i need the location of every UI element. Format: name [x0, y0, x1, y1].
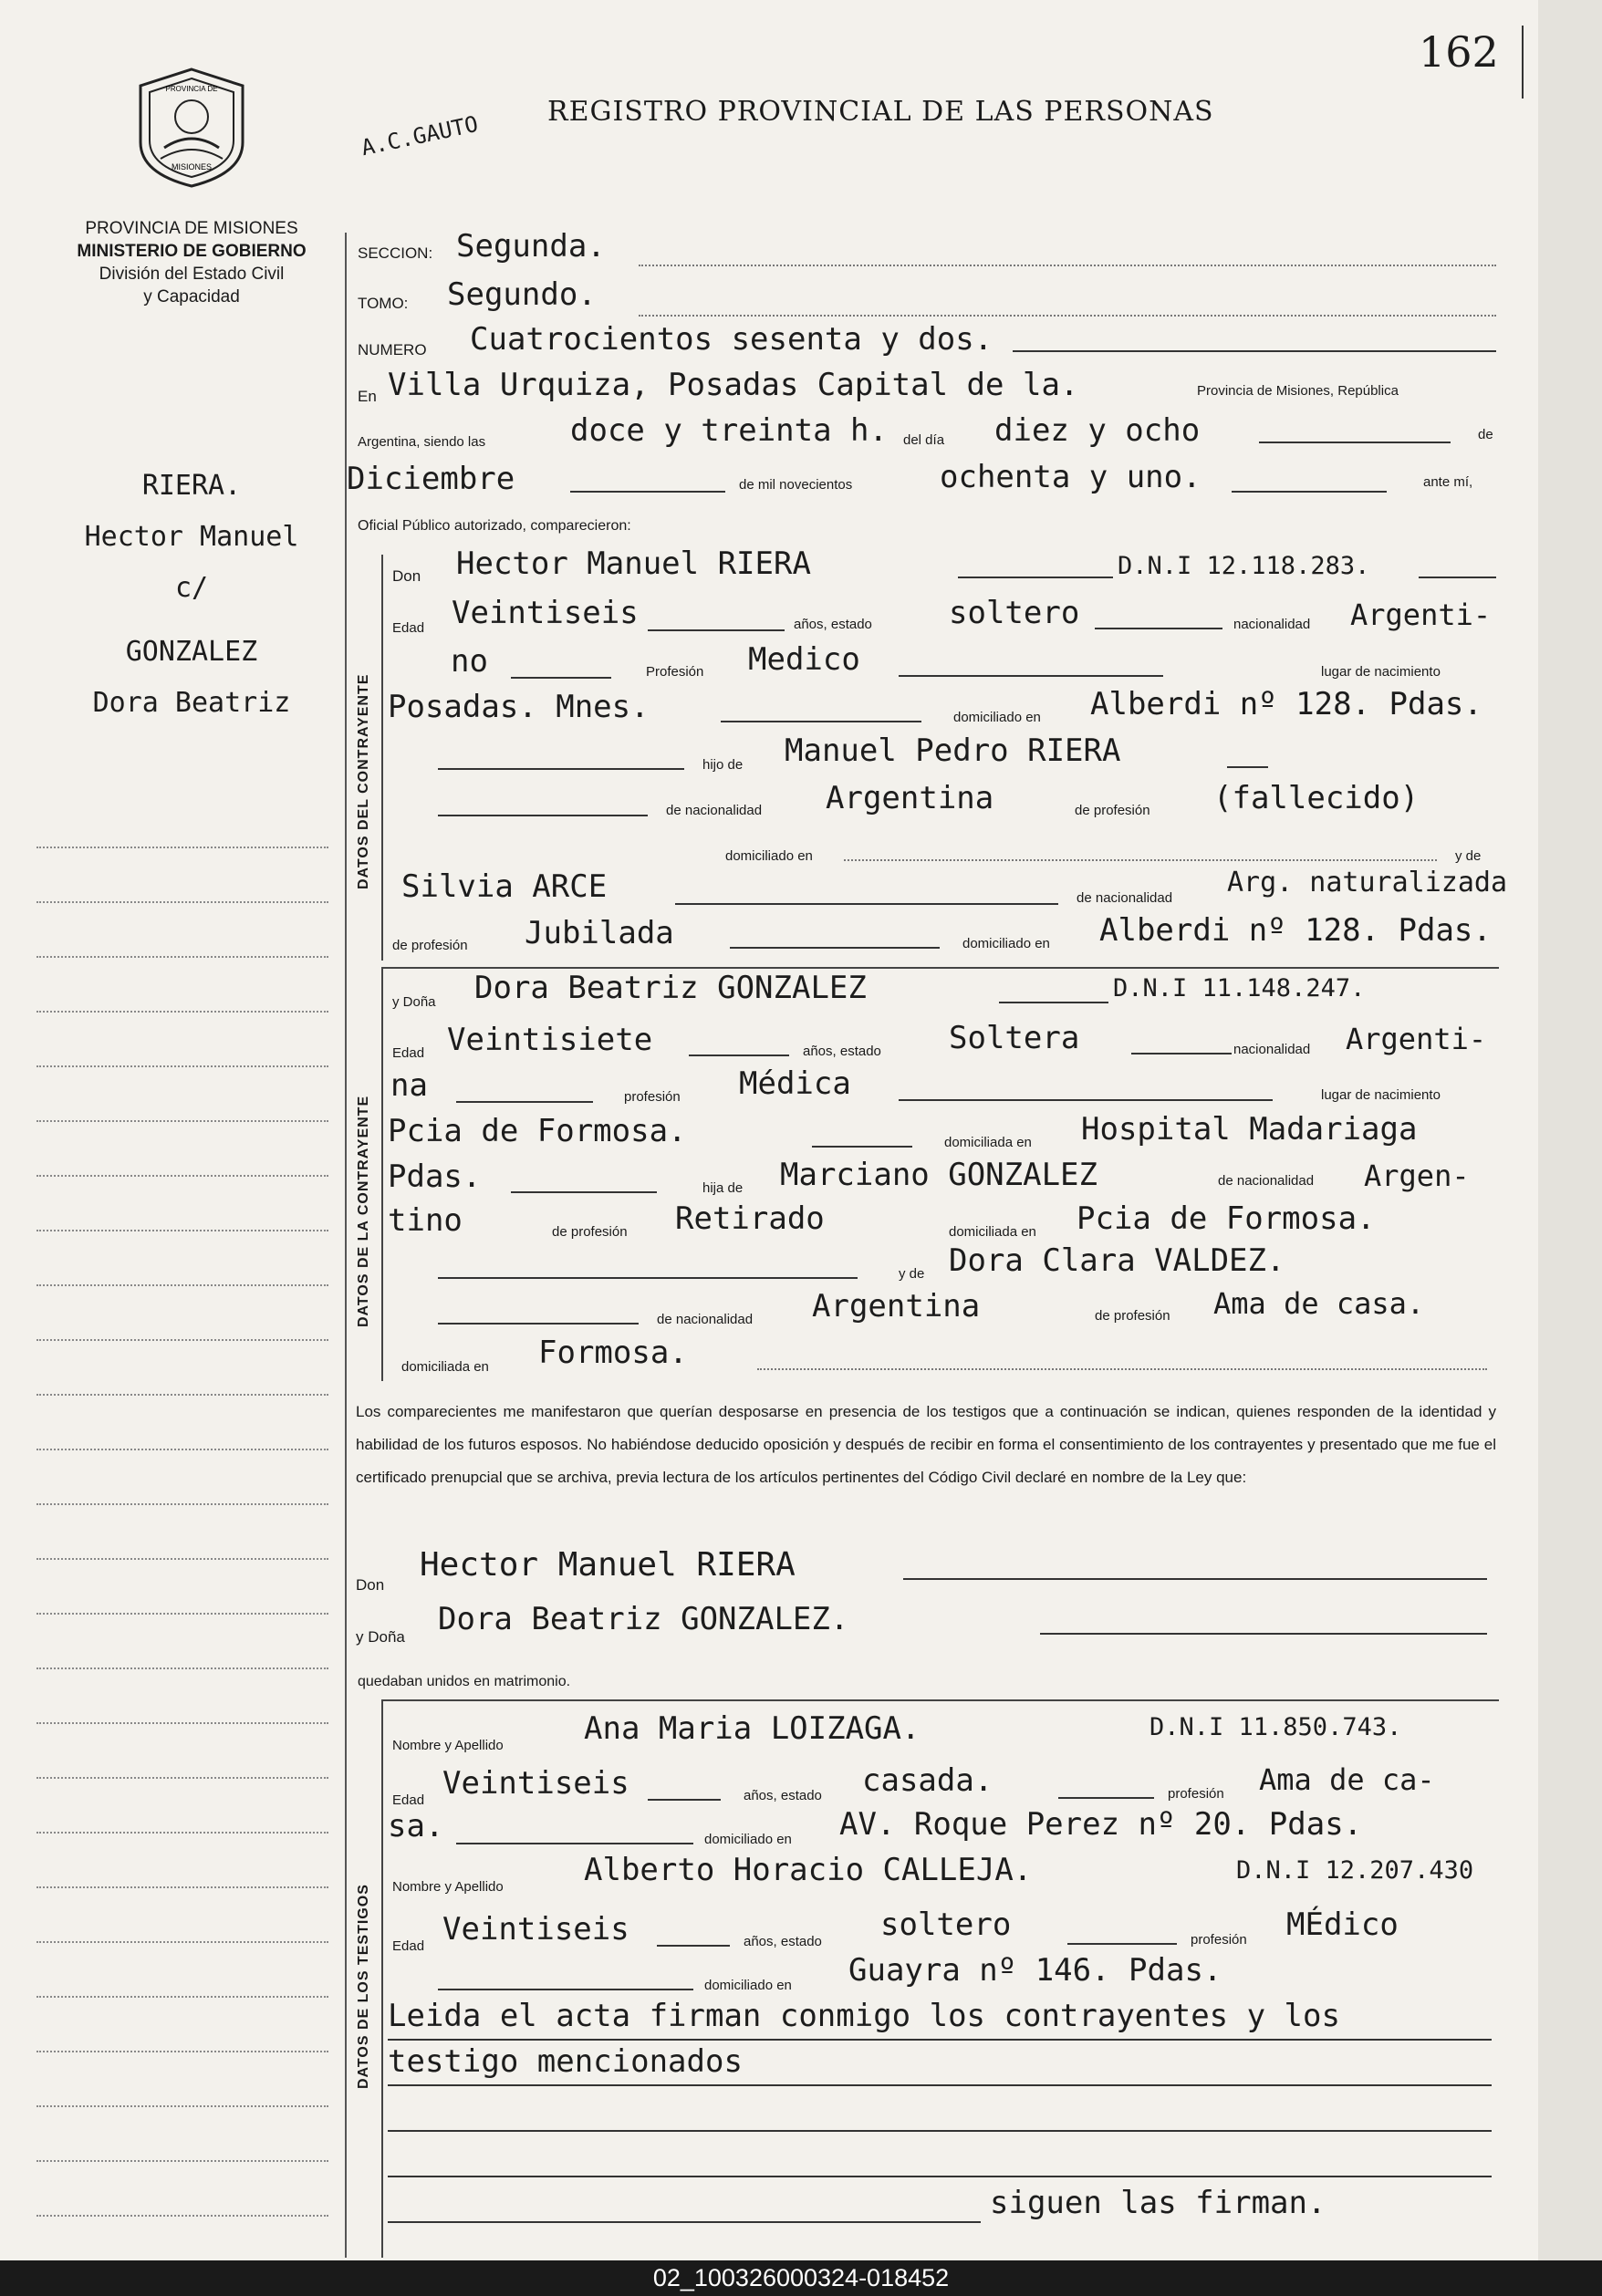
testigos-side-label: DATOS DE LOS TESTIGOS: [356, 1884, 371, 2089]
t2-domicilio: Guayra nº 146. Pdas.: [848, 1952, 1222, 1989]
padre-prof-label: de profesión: [1075, 803, 1150, 818]
tomo-value: Segundo.: [447, 276, 597, 313]
stamp-text: A.C.GAUTO: [359, 110, 481, 161]
contrayenta-padre-nac-a: Argen-: [1364, 1158, 1470, 1193]
tomo-label: TOMO:: [358, 295, 409, 312]
madre-nac-label: de nacionalidad: [1077, 890, 1173, 906]
section-divider-3: [381, 1699, 1499, 1701]
anio-value: ochenta y uno.: [940, 459, 1202, 495]
org-province: PROVINCIA DE MISIONES: [85, 219, 298, 238]
profesion-label: Profesión: [646, 664, 704, 680]
contrayenta-domicilio-a: Hospital Madariaga: [1081, 1111, 1418, 1148]
contrayenta-padre: Marciano GONZALEZ: [780, 1157, 1097, 1193]
numero-value: Cuatrocientos sesenta y dos.: [470, 321, 993, 358]
t2-profesion: MÉdico: [1286, 1906, 1399, 1943]
page-number: 162: [1419, 27, 1499, 77]
seal-text-bottom: MISIONES: [171, 162, 213, 171]
contrayenta-nac-a: Argenti-: [1346, 1022, 1487, 1056]
contrayenta-madre-prof: Ama de casa.: [1213, 1286, 1425, 1321]
contrayente-padre-prof: (fallecido): [1213, 780, 1420, 816]
de-label: de: [1478, 427, 1493, 442]
mil-label: de mil novecientos: [739, 477, 853, 493]
cierre-line-1: Leida el acta firman conmigo los contrayentes y los: [388, 1998, 1340, 2034]
contrayente-padre: Manuel Pedro RIERA: [785, 732, 1121, 769]
t2-dni: D.N.I 12.207.430: [1236, 1856, 1474, 1885]
document-title: REGISTRO PROVINCIAL DE LAS PERSONAS: [547, 96, 1214, 128]
padre-dom-label: domiciliado en: [725, 848, 813, 864]
dia-value: diez y ocho: [994, 412, 1201, 449]
anos-label: años, estado: [794, 617, 872, 632]
t1-estado: casada.: [862, 1762, 993, 1799]
margin-rule: [345, 233, 347, 2258]
contrayente-lugar-nac: Posadas. Mnes.: [388, 689, 650, 725]
t1-profesion-a: Ama de ca-: [1259, 1762, 1435, 1797]
madre-dom-label-2: domiciliada en: [401, 1359, 489, 1375]
section-divider-1: [381, 967, 1499, 969]
yde-label-2: y de: [899, 1266, 925, 1282]
t2-estado: soltero: [880, 1906, 1012, 1943]
edad-label-2: Edad: [392, 1045, 425, 1061]
contrayente-edad: Veintiseis: [452, 595, 639, 631]
profesion-label-2: profesión: [624, 1089, 681, 1105]
contrayente-nac-a: Argenti-: [1350, 597, 1492, 632]
hijo-label: hijo de: [702, 757, 744, 773]
contrayente-madre-dom: Alberdi nº 128. Pdas.: [1099, 912, 1492, 949]
margin-note-2: Hector Manuel: [84, 521, 299, 553]
seal-text-top: PROVINCIA DE: [165, 85, 218, 93]
contrayenta-side-label: DATOS DE LA CONTRAYENTE: [356, 1095, 371, 1327]
margin-dotted-lines: [36, 794, 328, 2217]
numero-label: NUMERO: [358, 341, 427, 358]
anos-label-2: años, estado: [803, 1044, 881, 1059]
yde-label: y de: [1455, 848, 1482, 864]
image-id-footer: 02_100326000324-018452: [0, 2260, 1602, 2296]
contrayente-domicilio: Alberdi nº 128. Pdas.: [1090, 686, 1482, 722]
ante-label: ante mí,: [1423, 474, 1473, 490]
page-corner-line: [1522, 26, 1524, 99]
padre-nac-label: de nacionalidad: [666, 803, 763, 818]
t1-dni: D.N.I 11.850.743.: [1149, 1713, 1402, 1741]
nac-label-2: nacionalidad: [1233, 1042, 1311, 1057]
madre-prof-label-2: de profesión: [1095, 1308, 1170, 1324]
edad-label: Edad: [392, 620, 425, 636]
decl-dona-label: y Doña: [356, 1628, 405, 1646]
cierre-line-2: testigo mencionados: [388, 2043, 743, 2080]
madre-dom-label: domiciliado en: [962, 936, 1050, 951]
contrayente-madre-prof: Jubilada: [525, 915, 674, 951]
t2-edad: Veintiseis: [442, 1911, 629, 1948]
margin-note-3: c/: [174, 572, 209, 604]
contrayente-madre: Silvia ARCE: [401, 868, 608, 905]
contrayenta-box: [381, 969, 383, 1381]
t1-edad: Veintiseis: [442, 1765, 629, 1802]
margin-note: [55, 461, 328, 729]
contrayenta-padre-prof: Retirado: [675, 1200, 825, 1237]
t2-nombre-label: Nombre y Apellido: [392, 1879, 504, 1895]
contrayenta-profesion: Médica: [739, 1065, 851, 1102]
org-division: División del Estado Civil: [99, 265, 285, 284]
margin-note-5: Dora Beatriz: [92, 687, 291, 719]
padre-nac-label-2: de nacionalidad: [1218, 1173, 1315, 1189]
padre-dom-label-2: domiciliada en: [949, 1224, 1036, 1240]
testigos-box: [381, 1701, 383, 2258]
don-label: Don: [392, 567, 421, 585]
t1-profesion-b: sa.: [388, 1808, 444, 1844]
dona-label: y Doña: [392, 994, 436, 1010]
declaracion-paragraph: Los comparecientes me manifestaron que querían desposarse en presencia de los testigos que a continuación se indican, quienes responden de la identidad y habilidad de los futuros esposos. No habiéndose deducido oposición y después de recibir en forma el consentimiento de los contrayentes y presentado que me fue el certificado prenupcial que se archiva, previa lectura de los artículos pertinentes del Código Civil declaré en nombre de la Ley que:: [356, 1403, 1496, 1486]
t1-domicilio-label: domiciliado en: [704, 1832, 792, 1847]
decl-dona-value: Dora Beatriz GONZALEZ.: [438, 1601, 849, 1637]
contrayente-nac-b: no: [451, 643, 488, 680]
t1-nombre-label: Nombre y Apellido: [392, 1738, 504, 1753]
provincial-seal-icon: [128, 64, 255, 192]
padre-prof-label-2: de profesión: [552, 1224, 628, 1240]
contrayenta-padre-dom: Pcia de Formosa.: [1077, 1200, 1376, 1237]
t2-nombre: Alberto Horacio CALLEJA.: [584, 1852, 1033, 1888]
decl-don-value: Hector Manuel RIERA: [420, 1546, 796, 1584]
madre-prof-label: de profesión: [392, 938, 468, 953]
domicilio-label-2: domiciliada en: [944, 1135, 1032, 1150]
decl-don-label: Don: [356, 1576, 385, 1594]
contrayente-nombre: Hector Manuel RIERA: [456, 545, 811, 582]
domicilio-label: domiciliado en: [953, 710, 1041, 725]
margin-note-4: GONZALEZ: [125, 636, 258, 668]
contrayente-profesion: Medico: [748, 641, 860, 678]
hija-label: hija de: [702, 1180, 744, 1196]
t2-domicilio-label: domiciliado en: [704, 1978, 792, 1993]
unidos-text: quedaban unidos en matrimonio.: [358, 1674, 571, 1689]
contrayenta-lugar-nac: Pcia de Formosa.: [388, 1113, 687, 1149]
provincia-label: Provincia de Misiones, República: [1197, 383, 1399, 399]
contrayenta-dni: D.N.I 11.148.247.: [1113, 974, 1366, 1003]
contrayente-side-label: DATOS DEL CONTRAYENTE: [356, 673, 371, 889]
argentina-label: Argentina, siendo las: [358, 434, 486, 450]
contrayenta-nac-b: na: [390, 1067, 428, 1104]
org-block: [46, 217, 338, 308]
org-ministry: MINISTERIO DE GOBIERNO: [77, 242, 307, 261]
contrayenta-madre-dom: Formosa.: [538, 1335, 688, 1371]
contrayenta-edad: Veintisiete: [447, 1022, 653, 1058]
t2-anos-label: años, estado: [744, 1934, 822, 1949]
t1-edad-label: Edad: [392, 1792, 425, 1808]
mes-value: Diciembre: [347, 461, 515, 497]
t1-profesion-label: profesión: [1168, 1786, 1224, 1802]
contrayenta-madre-nac: Argentina: [812, 1288, 981, 1325]
oficial-label: Oficial Público autorizado, comparecieron:: [358, 518, 631, 534]
t1-nombre: Ana Maria LOIZAGA.: [584, 1710, 921, 1747]
siguen-firman: siguen las firman.: [990, 2185, 1326, 2221]
t2-edad-label: Edad: [392, 1938, 425, 1954]
contrayenta-domicilio-b: Pdas.: [388, 1158, 482, 1195]
lugar-value: Villa Urquiza, Posadas Capital de la.: [388, 367, 1079, 403]
contrayente-estado: soltero: [949, 595, 1080, 631]
t2-profesion-label: profesión: [1191, 1932, 1247, 1948]
contrayente-padre-nac: Argentina: [826, 780, 994, 816]
contrayenta-nombre: Dora Beatriz GONZALEZ: [474, 970, 867, 1006]
contrayenta-estado: Soltera: [949, 1020, 1080, 1056]
seccion-value: Segunda.: [456, 228, 606, 265]
del-dia-label: del día: [903, 432, 945, 448]
contrayenta-madre: Dora Clara VALDEZ.: [949, 1242, 1285, 1279]
lugar-nac-label-2: lugar de nacimiento: [1321, 1087, 1441, 1103]
margin-note-1: RIERA.: [141, 470, 242, 502]
en-label: En: [358, 388, 377, 405]
madre-nac-label-2: de nacionalidad: [657, 1312, 754, 1327]
org-division-2: y Capacidad: [143, 287, 240, 306]
contrayenta-padre-nac-b: tino: [388, 1202, 463, 1239]
t1-anos-label: años, estado: [744, 1788, 822, 1803]
hora-value: doce y treinta h.: [570, 412, 888, 449]
contrayente-box: [381, 555, 383, 961]
contrayente-dni: D.N.I 12.118.283.: [1118, 552, 1370, 580]
lugar-nac-label: lugar de nacimiento: [1321, 664, 1441, 680]
contrayente-madre-nac: Arg. naturalizada: [1227, 867, 1508, 899]
seccion-label: SECCION:: [358, 244, 433, 262]
t1-domicilio: AV. Roque Perez nº 20. Pdas.: [839, 1806, 1363, 1843]
nac-label: nacionalidad: [1233, 617, 1311, 632]
